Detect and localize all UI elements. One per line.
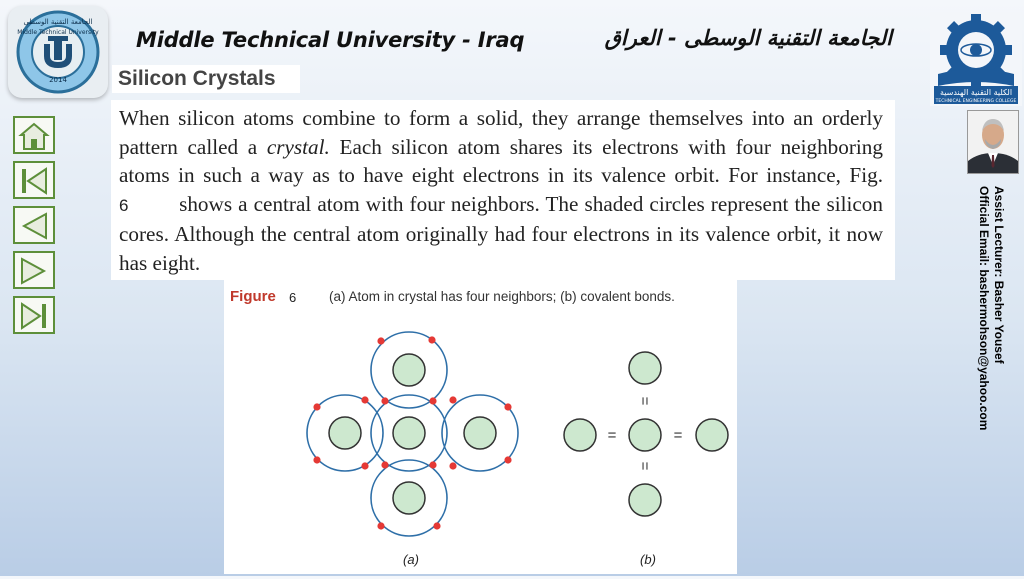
core-right — [464, 417, 496, 449]
bond-right: = — [673, 427, 683, 444]
next-slide-button[interactable] — [13, 251, 55, 289]
university-title-english: Middle Technical University - Iraq — [136, 28, 525, 52]
bond-core-left — [564, 419, 596, 451]
next-slide-icon — [17, 256, 51, 286]
lecturer-photo — [967, 110, 1019, 174]
svg-text:2014: 2014 — [49, 76, 67, 84]
bond-core-top — [629, 352, 661, 384]
figure-number: 6 — [289, 290, 297, 305]
bond-left: = — [607, 427, 617, 444]
previous-slide-icon — [17, 211, 51, 241]
home-icon — [17, 121, 51, 151]
paragraph-text-3: shows a central atom with four neighbors. The shaded circles represent the silicon cores. Although the central atom originally had four electrons in its valence orbit, it now has eight. — [119, 191, 883, 275]
last-slide-button[interactable] — [13, 296, 55, 334]
bond-bottom: = — [636, 461, 653, 471]
core-top — [393, 354, 425, 386]
svg-text:Middle Technical University: Middle Technical University — [17, 29, 99, 36]
description-paragraph — [111, 100, 895, 280]
paragraph-text-1: When silicon atoms combine to form a solid, they arrange themselves into an orderly pattern called a — [119, 106, 883, 159]
bond-top: = — [636, 396, 653, 406]
subfigure-a-label: (a) — [403, 552, 419, 567]
silicon-cores-a — [329, 354, 496, 514]
previous-slide-button[interactable] — [13, 206, 55, 244]
figure-caption: (a) Atom in crystal has four neighbors; (b) covalent bonds. — [329, 289, 675, 304]
last-slide-icon — [17, 301, 51, 331]
lecturer-name: Assist Lecturer: Basher Yousef — [992, 186, 1006, 364]
bond-core-center — [629, 419, 661, 451]
paragraph-text-2: Each silicon atom shares its electrons with four neighboring atoms in such a way as to have eight electrons in its valence orbit. For instance, Fig. — [119, 134, 883, 187]
bond-core-bottom — [629, 484, 661, 516]
svg-text:الكلية التقنية الهندسية: الكلية التقنية الهندسية — [939, 88, 1013, 97]
paragraph-crystal-term: crystal. — [266, 134, 330, 159]
covalent-diagram-b — [564, 352, 728, 516]
lecturer-info — [976, 186, 1006, 430]
subfigure-b-label: (b) — [640, 552, 656, 567]
core-left — [329, 417, 361, 449]
figure-label: Figure — [230, 288, 276, 305]
university-title-arabic: الجامعة التقنية الوسطى - العراق — [604, 26, 892, 50]
college-logo — [930, 12, 1022, 106]
core-bottom — [393, 482, 425, 514]
lecturer-email: Official Email: bashermohson@yahoo.com — [977, 186, 991, 431]
figure-panel — [224, 280, 737, 574]
home-button[interactable] — [13, 116, 55, 154]
first-slide-button[interactable] — [13, 161, 55, 199]
core-center — [393, 417, 425, 449]
university-logo — [8, 6, 108, 98]
svg-text:TECHNICAL ENGINEERING COLLEGE: TECHNICAL ENGINEERING COLLEGE — [935, 99, 1017, 104]
first-slide-icon — [17, 166, 51, 196]
section-title: Silicon Crystals — [112, 65, 300, 93]
svg-text:الجامعة التقنية الوسطى: الجامعة التقنية الوسطى — [23, 18, 93, 26]
figure-reference-number: 6 — [119, 195, 129, 215]
bond-core-right — [696, 419, 728, 451]
